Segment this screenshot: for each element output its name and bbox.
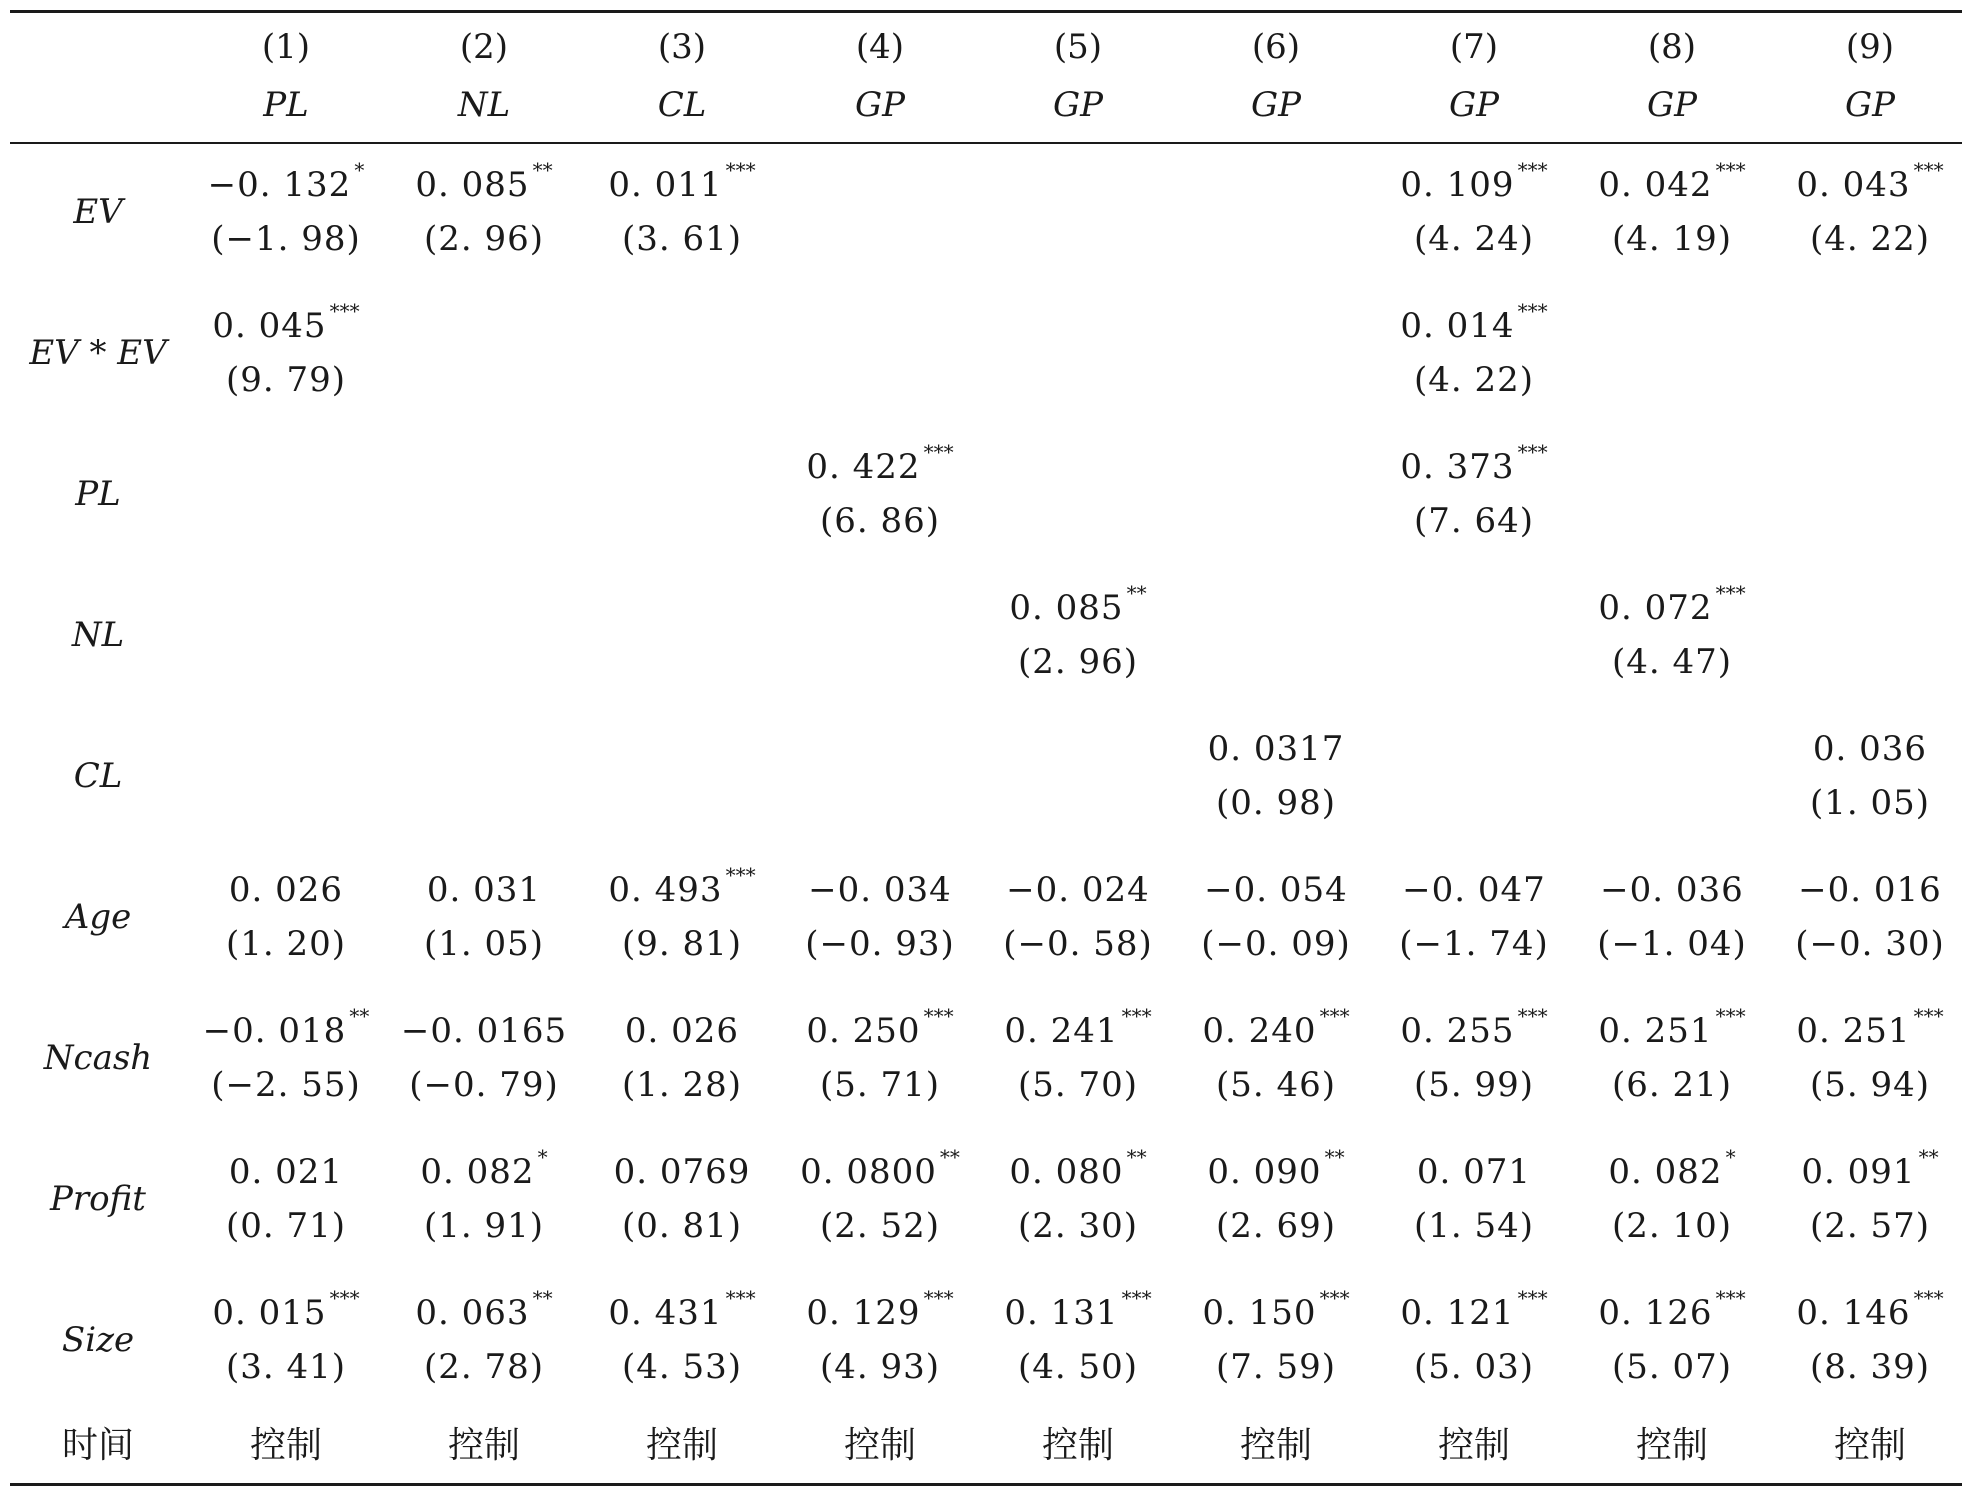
coefficient: 0. 014 *** [1400,299,1548,346]
coefficient: −0. 034 [808,870,952,910]
column-dependent-variable: CL [657,85,707,125]
time-control-cell: 控制 [447,1425,521,1466]
significance-stars: ** [1126,581,1147,605]
row-label: NL [71,615,125,655]
coefficient: 0. 031 [426,870,542,910]
time-control-cell: 控制 [1437,1425,1511,1466]
row-label: PL [75,474,121,514]
coefficient: 0. 0317 [1207,729,1345,769]
coefficient: 0. 063 ** [415,1286,553,1333]
t-statistic: (1. 05) [1809,783,1931,823]
significance-stars: ** [349,1004,370,1028]
coefficient: 0. 090 ** [1207,1145,1345,1192]
significance-stars: *** [1715,581,1746,605]
significance-stars: *** [1913,1004,1944,1028]
t-statistic: (8. 39) [1809,1347,1931,1387]
significance-stars: *** [1913,1286,1944,1310]
significance-stars: *** [923,440,954,464]
time-control-cell: 控制 [249,1425,323,1466]
coefficient: 0. 131 *** [1004,1286,1152,1333]
row-label: EV [73,192,123,232]
coefficient: 0. 072 *** [1598,581,1746,628]
significance-stars: * [1725,1145,1736,1169]
column-number: (8) [1647,27,1697,67]
t-statistic: (2. 69) [1215,1206,1337,1246]
coefficient: −0. 024 [1006,870,1150,910]
coefficient: 0. 241 *** [1004,1004,1152,1051]
t-statistic: (2. 57) [1809,1206,1931,1246]
t-statistic: (4. 19) [1611,219,1733,259]
t-statistic: (−0. 79) [409,1065,559,1105]
column-number: (2) [459,27,509,67]
t-statistic: (6. 86) [819,501,941,541]
column-dependent-variable: GP [854,85,906,125]
coefficient: 0. 0800 ** [800,1145,960,1192]
t-statistic: (5. 07) [1611,1347,1733,1387]
coefficient: 0. 026 [228,870,344,910]
t-statistic: (−1. 98) [211,219,361,259]
significance-stars: ** [939,1145,960,1169]
coefficient: 0. 121 *** [1400,1286,1548,1333]
t-statistic: (2. 52) [819,1206,941,1246]
significance-stars: ** [1126,1145,1147,1169]
significance-stars: *** [1319,1004,1350,1028]
header-rule [10,142,1962,144]
column-dependent-variable: GP [1844,85,1896,125]
column-number: (7) [1449,27,1499,67]
t-statistic: (0. 98) [1215,783,1337,823]
coefficient: 0. 240 *** [1202,1004,1350,1051]
row-label: Age [64,897,132,937]
t-statistic: (9. 79) [225,360,347,400]
column-dependent-variable: PL [263,85,309,125]
t-statistic: (4. 53) [621,1347,743,1387]
t-statistic: (4. 47) [1611,642,1733,682]
coefficient: 0. 251 *** [1598,1004,1746,1051]
coefficient: 0. 150 *** [1202,1286,1350,1333]
t-statistic: (1. 54) [1413,1206,1535,1246]
t-statistic: (5. 99) [1413,1065,1535,1105]
coefficient: 0. 082 * [1608,1145,1736,1192]
t-statistic: (−0. 09) [1201,924,1351,964]
row-label: Size [61,1320,135,1360]
significance-stars: ** [532,158,553,182]
t-statistic: (2. 96) [1017,642,1139,682]
significance-stars: ** [1918,1145,1939,1169]
t-statistic: (1. 28) [621,1065,743,1105]
coefficient: 0. 129 *** [806,1286,954,1333]
coefficient: 0. 045 *** [212,299,360,346]
t-statistic: (9. 81) [621,924,743,964]
t-statistic: (−0. 30) [1795,924,1945,964]
significance-stars: *** [1121,1004,1152,1028]
column-number: (1) [261,27,311,67]
column-dependent-variable: GP [1052,85,1104,125]
row-label: Profit [50,1179,146,1219]
coefficient: 0. 431 *** [608,1286,756,1333]
coefficient: 0. 036 [1812,729,1928,769]
t-statistic: (1. 05) [423,924,545,964]
row-label: CL [73,756,123,796]
t-statistic: (2. 10) [1611,1206,1733,1246]
coefficient: 0. 085 ** [1009,581,1147,628]
coefficient: −0. 054 [1204,870,1348,910]
significance-stars: *** [1517,440,1548,464]
t-statistic: (0. 71) [225,1206,347,1246]
column-dependent-variable: NL [457,85,511,125]
coefficient: 0. 126 *** [1598,1286,1746,1333]
t-statistic: (3. 41) [225,1347,347,1387]
significance-stars: * [354,158,365,182]
significance-stars: *** [725,158,756,182]
t-statistic: (4. 22) [1809,219,1931,259]
significance-stars: *** [1715,1004,1746,1028]
time-control-cell: 控制 [1635,1425,1709,1466]
coefficient: 0. 085 ** [415,158,553,205]
coefficient: 0. 422 *** [806,440,954,487]
significance-stars: *** [1517,299,1548,323]
column-number: (4) [855,27,905,67]
bottom-rule [10,1483,1962,1486]
t-statistic: (4. 22) [1413,360,1535,400]
t-statistic: (5. 94) [1809,1065,1931,1105]
time-row-label: 时间 [61,1425,135,1466]
t-statistic: (2. 96) [423,219,545,259]
coefficient: 0. 082 * [420,1145,548,1192]
t-statistic: (4. 93) [819,1347,941,1387]
coefficient: −0. 047 [1402,870,1546,910]
t-statistic: (7. 59) [1215,1347,1337,1387]
t-statistic: (1. 91) [423,1206,545,1246]
coefficient: −0. 018 ** [202,1004,370,1051]
t-statistic: (5. 70) [1017,1065,1139,1105]
time-control-cell: 控制 [1239,1425,1313,1466]
t-statistic: (−0. 58) [1003,924,1153,964]
coefficient: 0. 011 *** [608,158,756,205]
significance-stars: *** [1517,1004,1548,1028]
top-rule [10,10,1962,13]
coefficient: −0. 0165 [400,1011,568,1051]
significance-stars: *** [1121,1286,1152,1310]
t-statistic: (0. 81) [621,1206,743,1246]
significance-stars: *** [1517,158,1548,182]
t-statistic: (1. 20) [225,924,347,964]
coefficient: 0. 080 ** [1009,1145,1147,1192]
column-number: (6) [1251,27,1301,67]
significance-stars: ** [532,1286,553,1310]
coefficient: 0. 026 [624,1011,740,1051]
t-statistic: (4. 50) [1017,1347,1139,1387]
t-statistic: (6. 21) [1611,1065,1733,1105]
coefficient: 0. 250 *** [806,1004,954,1051]
column-dependent-variable: GP [1250,85,1302,125]
t-statistic: (3. 61) [621,219,743,259]
t-statistic: (−1. 74) [1399,924,1549,964]
coefficient: 0. 021 [228,1152,344,1192]
significance-stars: *** [1715,158,1746,182]
significance-stars: *** [923,1286,954,1310]
t-statistic: (2. 30) [1017,1206,1139,1246]
t-statistic: (5. 03) [1413,1347,1535,1387]
coefficient: −0. 036 [1600,870,1744,910]
t-statistic: (7. 64) [1413,501,1535,541]
coefficient: 0. 042 *** [1598,158,1746,205]
time-control-cell: 控制 [645,1425,719,1466]
coefficient: 0. 043 *** [1796,158,1944,205]
significance-stars: *** [725,1286,756,1310]
row-label: Ncash [43,1038,153,1078]
significance-stars: * [537,1145,548,1169]
column-dependent-variable: GP [1646,85,1698,125]
coefficient: 0. 071 [1416,1152,1532,1192]
column-number: (5) [1053,27,1103,67]
t-statistic: (−0. 93) [805,924,955,964]
column-dependent-variable: GP [1448,85,1500,125]
column-number: (3) [657,27,707,67]
time-control-cell: 控制 [1833,1425,1907,1466]
significance-stars: *** [1913,158,1944,182]
time-control-cell: 控制 [1041,1425,1115,1466]
significance-stars: *** [1715,1286,1746,1310]
coefficient: 0. 255 *** [1400,1004,1548,1051]
coefficient: −0. 132 * [207,158,365,205]
column-number: (9) [1845,27,1895,67]
coefficient: 0. 091 ** [1801,1145,1939,1192]
significance-stars: *** [725,863,756,887]
coefficient: 0. 493 *** [608,863,756,910]
coefficient: 0. 015 *** [212,1286,360,1333]
significance-stars: *** [1319,1286,1350,1310]
t-statistic: (2. 78) [423,1347,545,1387]
coefficient: 0. 373 *** [1400,440,1548,487]
time-control-cell: 控制 [843,1425,917,1466]
significance-stars: *** [329,299,360,323]
significance-stars: *** [923,1004,954,1028]
coefficient: 0. 146 *** [1796,1286,1944,1333]
row-label: EV * EV [29,333,167,373]
t-statistic: (−2. 55) [211,1065,361,1105]
t-statistic: (5. 46) [1215,1065,1337,1105]
significance-stars: ** [1324,1145,1345,1169]
t-statistic: (4. 24) [1413,219,1535,259]
significance-stars: *** [329,1286,360,1310]
t-statistic: (5. 71) [819,1065,941,1105]
significance-stars: *** [1517,1286,1548,1310]
t-statistic: (−1. 04) [1597,924,1747,964]
coefficient: 0. 109 *** [1400,158,1548,205]
coefficient: 0. 0769 [613,1152,751,1192]
coefficient: 0. 251 *** [1796,1004,1944,1051]
coefficient: −0. 016 [1798,870,1942,910]
